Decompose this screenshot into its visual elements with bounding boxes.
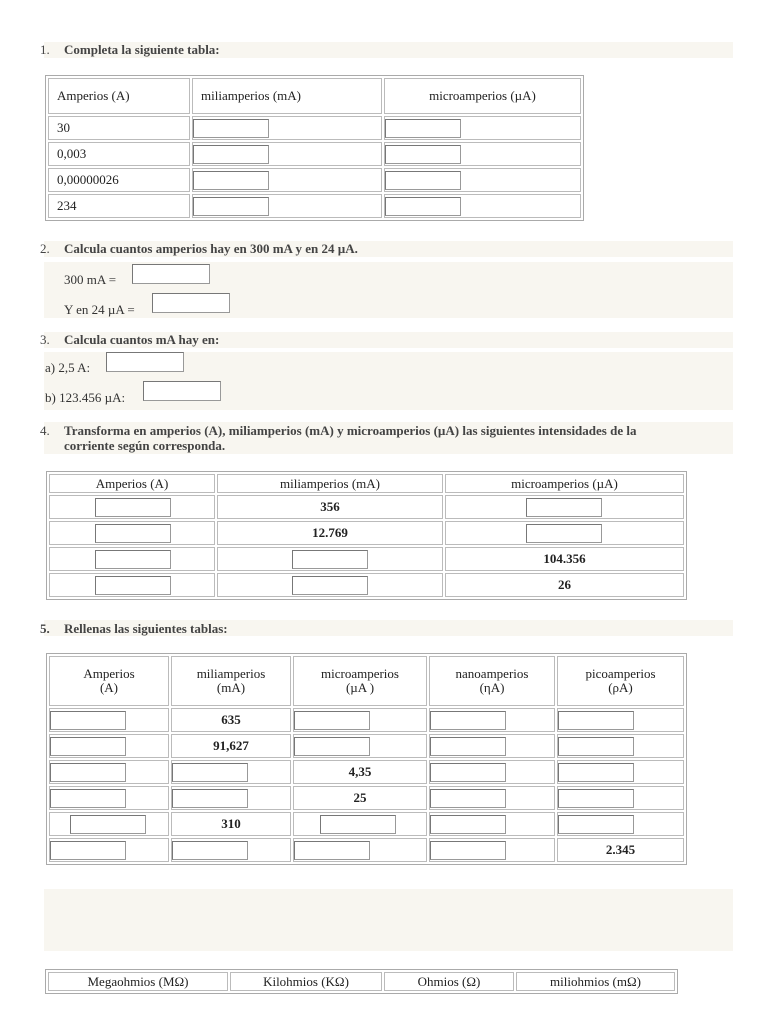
q5-pa-input-3[interactable]	[558, 763, 634, 782]
blank-band	[44, 889, 733, 951]
table-row	[49, 760, 684, 784]
q1-ua-input-4[interactable]	[385, 197, 461, 216]
q4-ua-value-4: 26	[445, 573, 684, 597]
q5-title: Rellenas las siguientes tablas:	[64, 621, 228, 636]
q5-header-nanoamperios: nanoamperios (ηA)	[429, 656, 555, 706]
q3-label-a: a) 2,5 A:	[45, 360, 91, 375]
q2-24ua-input[interactable]	[152, 293, 230, 313]
q4-a-input-2[interactable]	[95, 524, 171, 543]
q4-a-input-3[interactable]	[95, 550, 171, 569]
q5-ma-input-6[interactable]	[172, 841, 248, 860]
table-row	[49, 521, 684, 545]
q5-a-input-4[interactable]	[50, 789, 126, 808]
q5-a-input-6[interactable]	[50, 841, 126, 860]
q3-b-input[interactable]	[143, 381, 221, 401]
table-row	[49, 547, 684, 571]
q6-table	[45, 969, 678, 994]
table-row	[49, 838, 684, 862]
q2-number: 2.	[40, 241, 50, 256]
q5-na-input-5[interactable]	[430, 815, 506, 834]
q4-ua-input-1[interactable]	[526, 498, 602, 517]
q5-ua-input-6[interactable]	[294, 841, 370, 860]
q6-header-megaohmios: Megaohmios (MΩ)	[48, 972, 228, 991]
q5-na-input-2[interactable]	[430, 737, 506, 756]
q1-ua-input-3[interactable]	[385, 171, 461, 190]
q5-pa-value-6: 2.345	[557, 838, 684, 862]
q5-na-input-4[interactable]	[430, 789, 506, 808]
table-row	[49, 734, 684, 758]
q2-title: Calcula cuantos amperios hay en 300 mA y en 24 µA.	[64, 241, 358, 256]
q1-ma-input-2[interactable]	[193, 145, 269, 164]
table-row	[49, 812, 684, 836]
q5-na-input-1[interactable]	[430, 711, 506, 730]
q5-header-picoamperios: picoamperios (ρA)	[557, 656, 684, 706]
q1-ma-input-1[interactable]	[193, 119, 269, 138]
q4-header-amperios: Amperios (A)	[49, 474, 215, 493]
q1-amperios-value: 0,003	[48, 142, 190, 166]
q5-pa-input-5[interactable]	[558, 815, 634, 834]
q1-table	[45, 75, 584, 221]
q3-title: Calcula cuantos mA hay en:	[64, 332, 220, 347]
q5-a-input-5[interactable]	[70, 815, 146, 834]
q3-label-b: b) 123.456 µA:	[45, 390, 126, 405]
q5-a-input-1[interactable]	[50, 711, 126, 730]
q5-header-miliamperios: miliamperios (mA)	[171, 656, 291, 706]
table-row	[49, 708, 684, 732]
q6-header-kilohmios: Kilohmios (KΩ)	[230, 972, 382, 991]
q4-ma-input-4[interactable]	[292, 576, 368, 595]
q5-header-microamperios: microamperios (µA )	[293, 656, 427, 706]
q5-header-amperios: Amperios (A)	[49, 656, 169, 706]
table-row	[49, 786, 684, 810]
q5-pa-input-2[interactable]	[558, 737, 634, 756]
q5-a-input-2[interactable]	[50, 737, 126, 756]
table-row	[48, 194, 581, 218]
q3-a-input[interactable]	[106, 352, 184, 372]
q1-ma-input-4[interactable]	[193, 197, 269, 216]
q5-ua-input-5[interactable]	[320, 815, 396, 834]
q6-header-miliohmios: miliohmios (mΩ)	[516, 972, 675, 991]
q4-a-input-1[interactable]	[95, 498, 171, 517]
q5-number: 5.	[40, 621, 50, 636]
q4-ua-input-2[interactable]	[526, 524, 602, 543]
q2-label-300ma: 300 mA =	[64, 272, 117, 287]
q1-number: 1.	[40, 42, 50, 57]
q1-ua-input-2[interactable]	[385, 145, 461, 164]
table-row	[48, 116, 581, 140]
q5-ua-input-1[interactable]	[294, 711, 370, 730]
q4-title-line1: Transforma en amperios (A), miliamperios (mA) y microamperios (µA) las siguientes intensidades de la	[64, 423, 637, 438]
q1-amperios-value: 234	[48, 194, 190, 218]
q4-table	[46, 471, 687, 600]
q5-na-input-6[interactable]	[430, 841, 506, 860]
q5-na-input-3[interactable]	[430, 763, 506, 782]
table-row	[49, 573, 684, 597]
q5-ua-input-2[interactable]	[294, 737, 370, 756]
q5-ma-value-2: 91,627	[171, 734, 291, 758]
q1-header-microamperios: microamperios (µA)	[384, 78, 581, 114]
q5-pa-input-1[interactable]	[558, 711, 634, 730]
q5-ma-value-1: 635	[171, 708, 291, 732]
q5-table	[46, 653, 687, 865]
q4-ma-input-3[interactable]	[292, 550, 368, 569]
q1-title: Completa la siguiente tabla:	[64, 42, 220, 57]
q6-header-ohmios: Ohmios (Ω)	[384, 972, 514, 991]
q1-amperios-value: 30	[48, 116, 190, 140]
q4-number: 4.	[40, 423, 50, 438]
q5-ua-value-3: 4,35	[293, 760, 427, 784]
q4-ua-value-3: 104.356	[445, 547, 684, 571]
q4-a-input-4[interactable]	[95, 576, 171, 595]
q2-300ma-input[interactable]	[132, 264, 210, 284]
q1-ma-input-3[interactable]	[193, 171, 269, 190]
q2-label-24ua: Y en 24 µA =	[64, 302, 135, 317]
q3-number: 3.	[40, 332, 50, 347]
table-row	[49, 495, 684, 519]
q4-header-miliamperios: miliamperios (mA)	[217, 474, 443, 493]
q1-amperios-value: 0,00000026	[48, 168, 190, 192]
q4-ma-value-2: 12.769	[217, 521, 443, 545]
q5-a-input-3[interactable]	[50, 763, 126, 782]
q1-header-amperios: Amperios (A)	[48, 78, 190, 114]
q1-header-miliamperios: miliamperios (mA)	[192, 78, 382, 114]
q4-title-line2: corriente según corresponda.	[64, 438, 226, 453]
q4-ma-value-1: 356	[217, 495, 443, 519]
q5-ma-input-4[interactable]	[172, 789, 248, 808]
table-row	[48, 142, 581, 166]
q5-ma-value-5: 310	[171, 812, 291, 836]
table-row	[48, 168, 581, 192]
q5-ma-input-3[interactable]	[172, 763, 248, 782]
q5-ua-value-4: 25	[293, 786, 427, 810]
q1-ua-input-1[interactable]	[385, 119, 461, 138]
q4-header-microamperios: microamperios (µA)	[445, 474, 684, 493]
q5-pa-input-4[interactable]	[558, 789, 634, 808]
